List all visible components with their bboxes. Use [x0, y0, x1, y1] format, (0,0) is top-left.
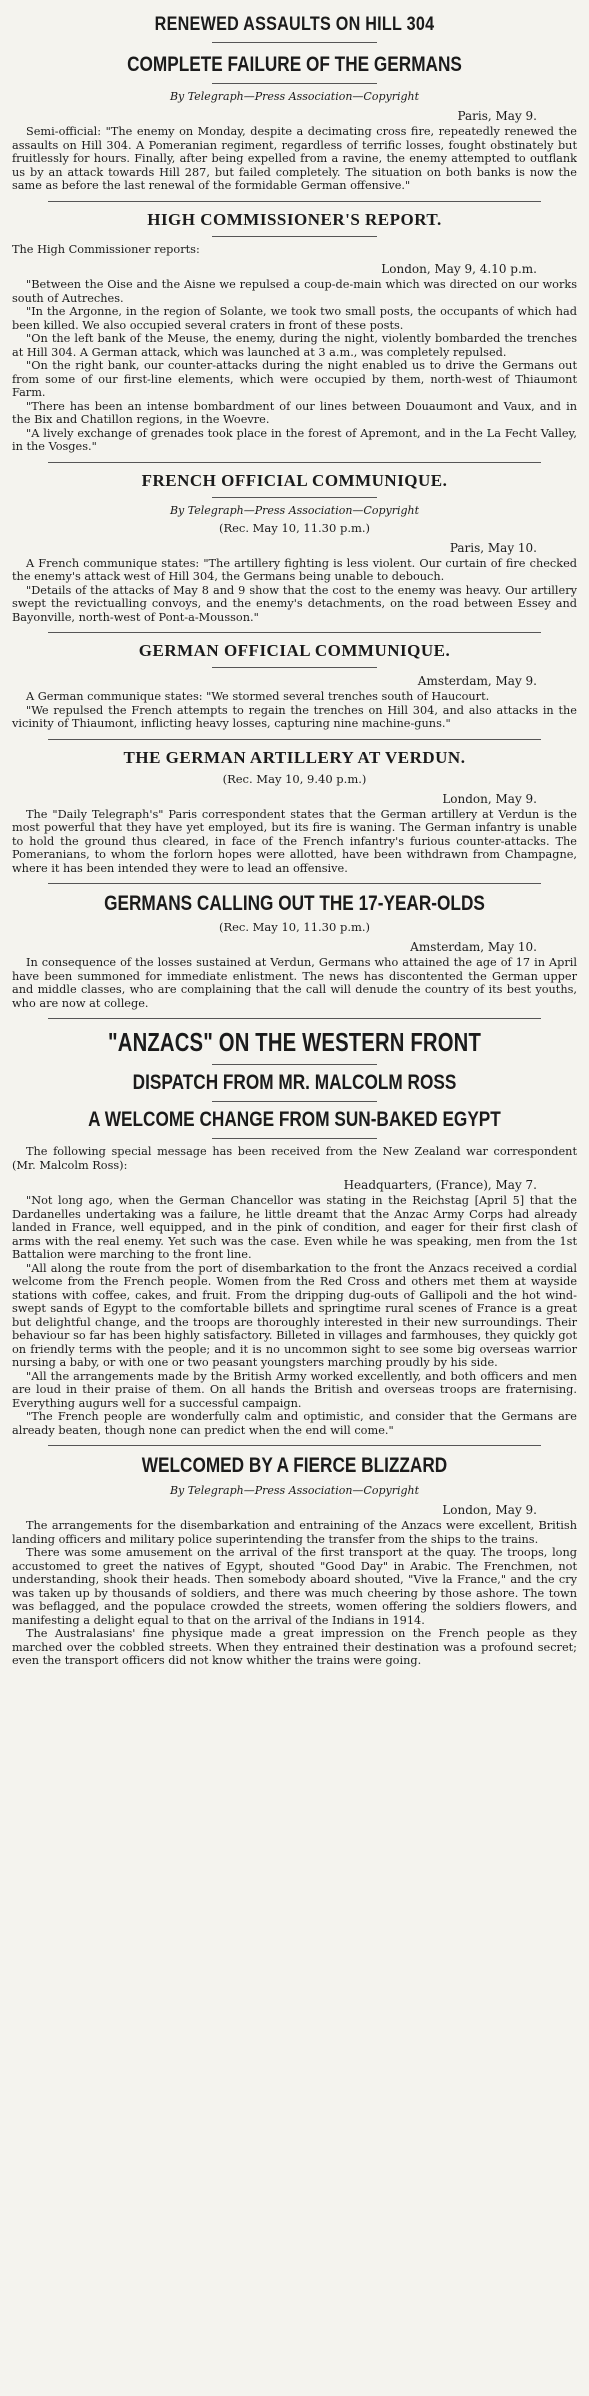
divider: [48, 1018, 541, 1019]
dateline: Amsterdam, May 9.: [417, 674, 537, 688]
article-title: WELCOMED BY A FIERCE BLIZZARD: [141, 1454, 448, 1477]
received-time: (Rec. May 10, 9.40 p.m.): [222, 771, 367, 786]
paragraph: The "Daily Telegraph's" Paris correspondent states that the German artillery at Verdun is the most powerful that they have yet employed, but its fire is waning. The German infantry is unable to hold the ground thus cleared, in face of the French infantry's furious counter-attacks. The Pomeranians, to whom the forlorn hopes were allotted, have been withdrawn from Champagne, where it has been intended they were to lead an offensive.: [12, 807, 577, 875]
divider: [212, 236, 377, 237]
dateline: London, May 9, 4.10 p.m.: [381, 262, 537, 276]
paragraph: "On the left bank of the Meuse, the enemy, during the night, violently bombarded the trenches at Hill 304. A German attack, which was launched at 3 a.m., was completely repulsed.: [12, 332, 577, 359]
paragraph: "In the Argonne, in the region of Solante, we took two small posts, the occupants of which had been killed. We also occupied several craters in front of these posts.: [12, 305, 577, 332]
paragraph: A German communique states: "We stormed several trenches south of Haucourt.: [26, 690, 490, 703]
article-high-commissioner: [12, 210, 577, 454]
article-anzacs: [12, 1027, 577, 1437]
paragraph: "We repulsed the French attempts to regain the trenches on Hill 304, and also attacks in the vicinity of Thiaumont, inflicting heavy losses, capturing nine machine-guns.": [12, 703, 577, 730]
divider: [48, 1445, 541, 1446]
byline: By Telegraph—Press Association—Copyright: [169, 1484, 420, 1497]
intro: The High Commissioner reports:: [12, 242, 200, 256]
article-title: GERMAN OFFICIAL COMMUNIQUE.: [138, 641, 451, 660]
article-title: GERMANS CALLING OUT THE 17-YEAR-OLDS: [104, 892, 485, 915]
dateline: Paris, May 9.: [457, 109, 537, 123]
article-title: "ANZACS" ON THE WESTERN FRONT: [107, 1027, 482, 1057]
paragraph: "There has been an intense bombardment of our lines between Douaumont and Vaux, and in the Bix and Chatillon regions, in the Woevre.: [12, 399, 577, 426]
paragraph: "Not long ago, when the German Chancellor was stating in the Reichstag [April 5] that the Dardanelles undertaking was a failure, he little dreamt that the Anzac Army Corps had already landed in France, well equipped, and in the pink of condition, and eager for their first clash of arms with the real enemy. Yet such was the case. Even while he was speaking, men from the 1st Battalion were marching to the front line.: [12, 1194, 577, 1261]
paragraph: In consequence of the losses sustained at Verdun, Germans who attained the age of 17 in April have been summoned for immediate enlistment. The news has discontented the German upper and middle classes, who are complaining that the call will denude the country of its best youths, who are now at college.: [12, 956, 577, 1010]
intro: The following special message has been received from the New Zealand war correspondent (Mr. Malcolm Ross):: [12, 1145, 577, 1172]
dateline: Paris, May 10.: [449, 540, 537, 555]
dateline: London, May 9.: [442, 1503, 537, 1517]
article-title: THE GERMAN ARTILLERY AT VERDUN.: [123, 747, 466, 767]
paragraph: "All along the route from the port of disembarkation to the front the Anzacs received a cordial welcome from the French people. Women from the Red Cross and others met them at wayside stations with coffee, cakes, and fruit. From the dripping dug-outs of Gallipoli and the hot wind-swept sands of Egypt to the comfortable billets and springtime rural scenes of France is a great but delightful change, and the troops are thoroughly interested in their new surroundings. Their behaviour so far has been highly satisfactory. Billeted in villages and farmhouses, they quickly got on friendly terms with the people; and it is no uncommon sight to see some big overseas warrior nursing a baby, or with one or two peasant youngsters marching proudly by his side.: [12, 1261, 577, 1369]
paragraph: "A lively exchange of grenades took place in the forest of Apremont, and in the La Fecht Valley, in the Vosges.": [12, 426, 577, 453]
dateline: London, May 9.: [442, 791, 537, 806]
received-time: (Rec. May 10, 11.30 p.m.): [218, 920, 371, 934]
article-17-year-olds: [12, 892, 577, 1010]
received-time: (Rec. May 10, 11.30 p.m.): [218, 520, 371, 535]
article-subtitle-2: A WELCOME CHANGE FROM SUN-BAKED EGYPT: [88, 1108, 501, 1131]
divider: [212, 667, 377, 668]
article-subtitle: DISPATCH FROM MR. MALCOLM ROSS: [132, 1071, 457, 1094]
article-title: COMPLETE FAILURE OF THE GERMANS: [127, 53, 462, 76]
paragraph: "The French people are wonderfully calm and optimistic, and consider that the Germans are already beaten, though none can predict when the end will come.": [12, 1410, 577, 1437]
article-german-communique: [12, 641, 577, 731]
divider: [48, 739, 541, 740]
paragraph: The Australasians' fine physique made a great impression on the French people as they marched over the cobbled streets. When they entrained their destination was a profound secret; even the transport officers did not know whither the trains were going.: [12, 1627, 577, 1667]
paragraph: A French communique states: "The artillery fighting is less violent. Our curtain of fire checked the enemy's attack west of Hill 304, the Germans being unable to debouch.: [12, 556, 577, 583]
paragraph: "Between the Oise and the Aisne we repulsed a coup-de-main which was directed on our works south of Autreches.: [12, 278, 577, 305]
byline: By Telegraph—Press Association—Copyright: [169, 503, 420, 517]
article-title: HIGH COMMISSIONER'S REPORT.: [147, 209, 442, 229]
dateline: Amsterdam, May 10.: [410, 940, 537, 954]
byline: By Telegraph—Press Association—Copyright: [169, 90, 420, 103]
divider: [48, 201, 541, 202]
paragraph: "On the right bank, our counter-attacks during the night enabled us to drive the Germans out from some of our first-line elements, which were occupied by them, north-west of Thiaumont Farm.: [12, 359, 577, 399]
main-headline: RENEWED ASSAULTS ON HILL 304: [154, 14, 435, 35]
article-german-artillery: [12, 748, 577, 876]
paragraph: There was some amusement on the arrival of the first transport at the quay. The troops, long accustomed to greet the natives of Egypt, shouted "Good Day" in Arabic. The Frenchmen, not understanding, shook their heads. Then somebody aboard shouted, "Vive la France," and the cry was taken up by thousands of soldiers, and there was much cheering by those ashore. The town was beflagged, and the populace crowded the streets, women offering the soldiers flowers, and manifesting a delight equal to that on the arrival of the Indians in 1914.: [12, 1546, 577, 1627]
divider: [212, 1064, 377, 1065]
dateline: Headquarters, (France), May 7.: [343, 1178, 537, 1192]
paragraph: "All the arrangements made by the British Army worked excellently, and both officers and men are loud in their praise of them. On all hands the British and overseas troops are fraternising. Everything augurs well for a successful campaign.: [12, 1369, 577, 1410]
article-title: FRENCH OFFICIAL COMMUNIQUE.: [141, 470, 448, 490]
paragraph: The arrangements for the disembarkation and entraining of the Anzacs were excellent, British landing officers and military police superintending the transfer from the ships to the trains.: [12, 1519, 577, 1546]
divider: [212, 1138, 377, 1139]
divider: [212, 1101, 377, 1102]
article-complete-failure: [12, 53, 577, 193]
divider: [48, 883, 541, 884]
paragraph: "Details of the attacks of May 8 and 9 show that the cost to the enemy was heavy. Our artillery swept the revictualling convoys, and the enemy's detachments, on the road between Essey and Bayonville, north-west of Pont-a-Mousson.": [12, 583, 577, 624]
divider: [212, 42, 377, 43]
divider: [48, 632, 541, 633]
article-blizzard: [12, 1454, 577, 1668]
paragraph: Semi-official: "The enemy on Monday, despite a decimating cross fire, repeatedly renewed the assaults on Hill 304. A Pomeranian regiment, regardless of terrific losses, fought obstinately but fruitlessly for hours. Finally, after being expelled from a ravine, the enemy attempted to outflank us by an attack towards Hill 287, but failed completely. The situation on both banks is now the same as before the last renewal of the formidable German offensive.": [12, 125, 577, 192]
divider: [212, 497, 377, 498]
divider: [212, 83, 377, 84]
article-french-communique: [12, 471, 577, 625]
divider: [48, 462, 541, 463]
